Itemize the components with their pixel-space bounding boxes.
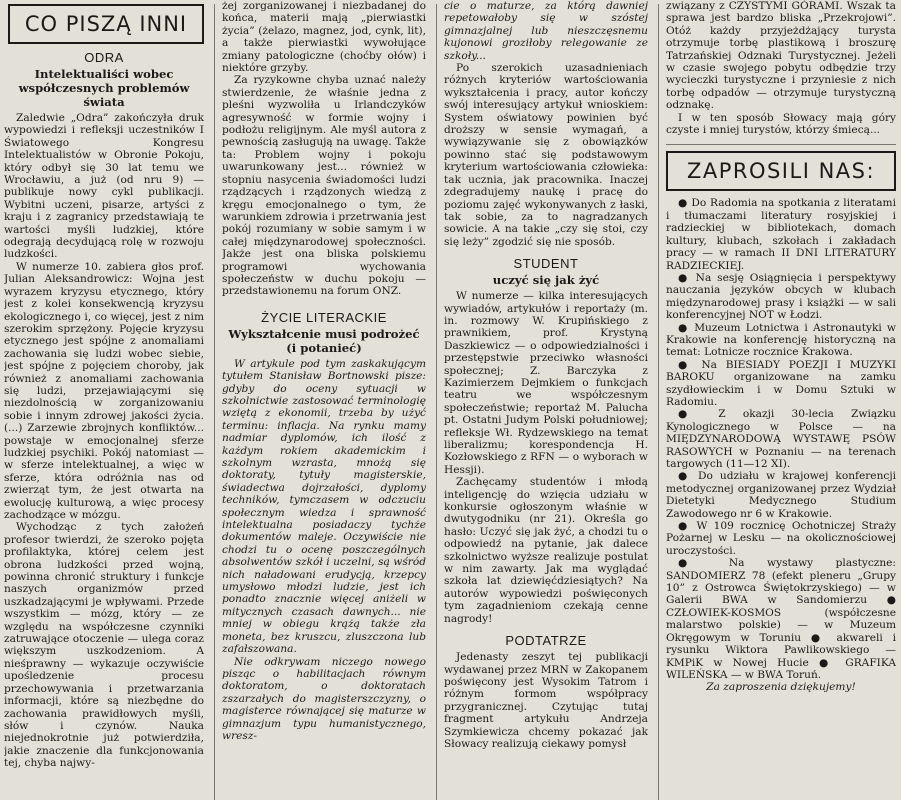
headline-intelektualisci: Intelektualiści wobec współczesnych problemów świata bbox=[18, 67, 190, 109]
column-4 bbox=[666, 0, 896, 800]
headline-wyksztalcenie: Wykształcenie musi podrożeć (i potanieć) bbox=[228, 326, 420, 355]
paragraph: Zachęcamy studentów i młodą inteligencję do wzięcia udziału w konkursie ogłoszonym właśnie w dwutygodniku (nr 21). Określa go hasło: Uczyć się jak żyć, a chodzi tu o odpowiedź na pytanie, jak dalece szkolnictwo wyższe realizuje postulat w nim zawarty. Jak ma wyglądać szkoła lat dziewięćdziesiątych? Na autorów wypowiedzi poświęconych tym zagadnieniom czekają cenne nagrody! bbox=[444, 476, 648, 625]
column-1 bbox=[4, 0, 204, 800]
invite-item: ● Z okazji 30-lecia Związku Kynologicznego w Polsce — na MIĘDZYNARODOWĄ WYSTAWĘ PSÓW RASOWYCH w Poznaniu — na terenach targowych (11—12 XI). bbox=[666, 408, 896, 470]
paragraph: I w ten sposób Słowacy mają góry czyste i mniej turystów, którzy śmiecą... bbox=[666, 111, 896, 137]
invite-item: ● Na sesję Osiągnięcia i perspektywy nauczania języków obcych w klubach międzynarodowej prasy i książki — w sali konferencyjnej NOT w Łodzi. bbox=[666, 271, 896, 322]
paragraph: Jedenasty zeszyt tej publikacji wydawanej przez MRN w Zakopanem poświęcony jest Wysokim Tatrom i różnym formom współpracy przygranicznej. Czytując tutaj fragment artykułu Andrzeja Szymkiewicza chcemy pokazać jak Słowacy realizują ciekawy pomysł bbox=[444, 651, 648, 750]
section-divider bbox=[666, 144, 896, 145]
thanks-line: Za zaproszenia dziękujemy! bbox=[706, 681, 856, 694]
paragraph: Nie odkrywam niczego nowego pisząc o habilitacjach równym doktoratom, o doktoratach zszarzałych do magisterszczyzny, o magisterce równającej się maturze w gimnazjum typu humanistycznego, wresz- bbox=[222, 655, 426, 742]
invite-item: ● Na wystawy plastyczne: SANDOMIERZ 78 (efekt pleneru „Grupy 10” z Ostrowca Świętokrzyskiego) — w Galerii BWA w Sandomierzu ● CZŁOWIEK-KOSMOS (współczesne malarstwo polskie) — w Muzeum Okręgowym w Toruniu ● akwareli i rysunku Wiktora Pawlikowskiego — KMPiK w Nowej Hucie ● GRAFIKA WILEŃSKA — w BWA Toruń. bbox=[666, 557, 896, 681]
paragraph: związany z CZYSTYMI GÓRAMI. Wszak ta sprawa jest bardzo bliska „Przekrojowi”. Otóż każdy przyjeżdżający turysta otrzymuje torbę plastikową i broszurę Tatrzańskiej Odznaki Turystycznej. Jeżeli w czasie swojego pobytu odbędzie trzy wycieczki turystyczne i przyniesie z nich torbę odpadów — otrzymuje turystyczną odznakę. bbox=[666, 0, 896, 112]
source-title-podtatrze: PODTATRZE bbox=[505, 633, 587, 649]
invite-item: ● W 109 rocznicę Ochotniczej Straży Pożarnej w Lesku — na okolicznościowej uroczystości. bbox=[666, 520, 896, 557]
column-rule bbox=[436, 4, 437, 800]
source-title-student: STUDENT bbox=[513, 256, 579, 272]
section-masthead: CO PISZĄ INNI bbox=[8, 4, 204, 44]
paragraph: W artykule pod tym zaskakującym tytułem Stanisław Bortnowski pisze: gdyby do oceny sytuacji w szkolnictwie zastosować terminologię wziętą z ekonomii, trzeba by użyć terminu: inflacja. Na rynku mamy nadmiar dyplomów, ich ilość z każdym rokiem akademickim i szkolnym wzrasta, mnożą się doktoraty, tytuły magisterskie, świadectwa dojrzałości, dyplomy techników, tymczasem w odczuciu społecznym wiedza i sprawność intelektualna posiadaczy tychże dokumentów maleje. Oczywiście nie chodzi tu o ocenę poszczególnych absolwentów szkół i uczelni, są wśród nich naładowani erudycją, krzepcy umysłowo młodzi ludzie, jest ich ponadto znacznie więcej aniżeli w mitycznych czasach dawnych... nie mniej w obiegu krążą także zła moneta, bez kruszcu, zluszczona lub zafałszowana. bbox=[222, 357, 426, 656]
paragraph: Wychodząc z tych założeń profesor twierdzi, że szeroko pojęta profilaktyka, której celem jest obrona ludzkości przed wojną, powinna chronić struktury i funkcje naszych organizmów przed uszkadzającymi je wpływami. Przede wszystkim — mózg, który — ze względu na współczesne czynniki zatruwające otoczenie — ulega coraz większym uszkodzeniom. A nieśprawny — wykazuje oczywiście upośledzenie procesu przechowywania i przetwarzania informacji, które są niezbędne do zachowania prawidłowych myśli, słów i czynów. Nauka niejednokrotnie już potwierdziła, jakie znaczenie dla funkcjonowania tej, chyba najwy- bbox=[4, 521, 204, 770]
paragraph: cie o maturze, za którą dawniej repetowałoby się w szóstej gimnazjalnej lub nieszczęsnemu kujonowi groziłoby relegowanie ze szkoły... bbox=[444, 0, 648, 62]
paragraph: Po szerokich uzasadnieniach różnych kryteriów wartościowania wykształcenia i pracy, autor kończy swój interesujący artykuł wnioskiem: System oświatowy powinien być droższy w sensie wymagań, a wywiązywanie się z obowiązków powinno stać się podstawowym kryterium wartościowania człowieka: tak ucznia, jak pracownika. Inaczej zdegradujemy naukę i pracę do poziomu zajęć wykonywanych z łaski, tak sobie, za to nagradzanych sowicie. A na takie „czy się stoi, czy się leży” zgodzić się nie sposób. bbox=[444, 62, 648, 248]
column-rule bbox=[214, 4, 215, 800]
invite-item: ● Muzeum Lotnictwa i Astronautyki w Krakowie na konferencję historyczną na temat: Lotnicze rocznice Krakowa. bbox=[666, 321, 896, 359]
column-3 bbox=[444, 0, 648, 800]
invite-item: ● Do udziału w krajowej konferencji metodycznej organizowanej przez Wydział Dietetyki Medycznego Studium Zawodowego nr 6 w Krakowie. bbox=[666, 470, 896, 520]
source-title-zycie-literackie: ŻYCIE LITERACKIE bbox=[261, 309, 387, 325]
invite-item: ● Na BIESIADY POEZJI I MUZYKI BAROKU organizowane na zamku szydłowieckim i w Domu Sztuki w Radomiu. bbox=[666, 358, 896, 408]
paragraph: W numerze — kilka interesujących wywiadów, artykułów i reportaży (m. in. rozmowy W. Krupińskiego z prawnikiem, prof. Krystyną Daszkiewicz — o odpowiedzialności i przestępstwie przeciwko własności społecznej; Z. Barczyka z Kazimierzem Dejmkiem o funkcjach teatru we współczesnym społeczeństwie; reportaż M. Palucha pt. Ostatni Judym Polski południowej; refleksje Wł. Rydzewskiego na temat liberalizmu; korespondencja H. Kozłowskiego z RFN — o wyborach w Hessji). bbox=[444, 290, 648, 476]
paragraph: żej zorganizowanej i niezbadanej do końca, materii mają „pierwiastki życia” (żelazo, magnez, jod, cynk, lit), a także pierwiastki wywołujące zmiany patologiczne (choćby ołów) i niektóre grzyby. bbox=[222, 0, 426, 75]
paragraph: W numerze 10. zabiera głos prof. Julian Aleksandrowicz: Wojna jest wyrazem kryzysu etycznego, który jest z kolei konsekwencją kryzysu ekologicznego i, co więcej, jest z nim szerokim sprzężony. Pojęcie kryzysu etycznego jest spójne z anomaliami zachowania się ludzi wobec siebie, jest spójne z pojęciem choroby, jak również z anomaliami zachowania się ludzi, przejawiającymi się niezdolnością w zorganizowaniu sobie i innym zdrowej jakości życia. (...) Zarzewie zbrojnych konfliktów... powstaje w emocjonalnej sferze ludzkiej psychiki. Pokój natomiast — w sferze intelektualnej, a więc w sferze, która odróżnia nas od zwierząt tym, że jest otwarta na ewolucję kulturową, a więc procesy zachodzące w mózgu. bbox=[4, 260, 204, 521]
column-rule bbox=[658, 4, 659, 800]
invite-item: ● Do Radomia na spotkania z literatami i tłumaczami literatury rosyjskiej i radzieckiej w bibliotekach, domach kultury, klubach, szkołach i zakładach pracy — w ramach II DNI LITERATURY RADZIECKIEJ. bbox=[666, 197, 896, 272]
paragraph: Zaledwie „Odra” zakończyła druk wypowiedzi i refleksji uczestników I Światowego Kongresu Intelektualistów w Obronie Pokoju, który odbył się 30 lat temu we Wrocławiu, a już (od nru 9) — publikuje nowy cykl publikacji. Wybitni uczeni, pisarze, artyści z kraju i z zagranicy przedstawiają te wartości myśli ludzkiej, które odegrają decydującą rolę w rozwoju ludzkości. bbox=[4, 112, 204, 261]
paragraph: Za ryzykowne chyba uznać należy stwierdzenie, że właśnie jedna z pleśni wyzwoliła u Irlandczyków agresywność w formie wojny i podłożu religijnym. Ale myśl autora z pewnością zasługują na uwagę. Także ta: Problem wojny i pokoju uwarunkowany jest... również w stopniu nasycenia świadomości ludzi rządzących i rządzonych wiedzą z kręgu emocjonalnego o tym, że warunkiem zdrowia i przetrwania jest pokój rozumiany w sobie samym i w całej międzynarodowej społeczności. Jakże jest ona bliska polskiemu programowi wychowania społeczeństw w duchu pokoju — przedstawionemu na forum ONZ. bbox=[222, 74, 426, 298]
zaprosili-nas-box: ZAPROSILI NAS: bbox=[666, 151, 896, 191]
column-2 bbox=[222, 0, 426, 800]
source-title-odra: ODRA bbox=[84, 50, 124, 65]
headline-uczyc-sie: uczyć się jak żyć bbox=[492, 273, 600, 288]
